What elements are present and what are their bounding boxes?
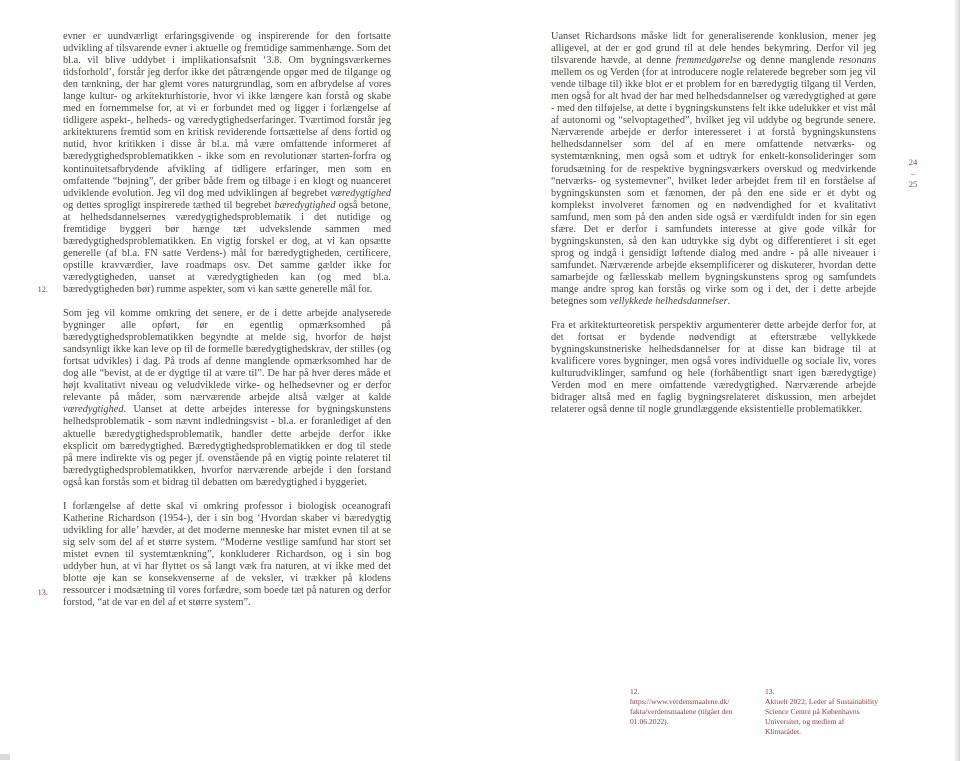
footnote-line: fakta/verdensmaalene (tilgået den	[630, 707, 733, 716]
footnote-13-label: 13.	[765, 687, 775, 696]
margin-footnote-marker-12: 12.	[37, 285, 48, 294]
right-page-text-column	[551, 31, 876, 416]
footnote-line: Klimarådet.	[765, 727, 802, 736]
footnote-line: Aktuelt 2022; Leder af Sustainability	[765, 697, 879, 706]
footnote-12-text	[630, 697, 748, 727]
paragraph: Fra et arkitekturteoretisk perspektiv argumenterer dette arbejde derfor for, at det fortsat er bydende nødvendigt at efterstræbe vellykkede bygningskunstneriske helhedsdannelser for at disse kan bidrage til at kvalificere vores bygninger, men også vores individuelle og sociale liv, vores kulturudviklinger, samfund og hele (forhåbentligt snart igen bæredygtige) Verden mod en mere omfattende væredygtighed. Nærværende arbejde bidrager altså med en faglig bygningsrelateret diskussion, men arbejdet relaterer også denne til nogle grundlæggende eksistentielle problematikker.	[551, 320, 876, 416]
scan-edge-artifact	[0, 754, 10, 760]
paragraph: I forlængelse af dette skal vi omkring professor i biologisk oceanografi Katherine Richardson (1954-), der i sin bog ‘Hvordan skaber vi bæredygtig udvikling for alle’ hævder, at det moderne menneske har mistet evnen til at se sig selv som del af et større system. “Moderne vestlige samfund har stort set mistet evnen til systemtænkning”, konkluderer Richardson, og i sin bog uddyber hun, at vi har flyttet os så langt væk fra naturen, at vi ikke med det blotte øje kan se konsekvenserne af de veksler, vi trækker på klodens ressourcer i modsætning til vores forfædre, som boede tæt på naturen og derfor forstod, “at de var en del af et større system”.	[63, 500, 391, 609]
footnote-12	[630, 687, 748, 727]
left-page-text-column	[63, 31, 391, 609]
page-number-left: 24	[908, 157, 918, 167]
footnote-13-text	[765, 697, 897, 737]
page-numbers	[902, 156, 924, 190]
footnote-12-label: 12.	[630, 687, 640, 696]
paragraph: Uanset Richardsons måske lidt for generaliserende konklusion, mener jeg alligevel, at der er god grund til at dele hendes bekymring. Derfor vil jeg tilsvarende hævde, at denne fremmedgørelse og denne manglende resonans mellem os og Verden (for at introducere nogle relaterede begreber som jeg vil vende tilbage til) ikke blot er et problem for en bæredygtig tilgang til Verden, men også for alt hvad der har med helhedsdannelser og væredygtighed at gøre - med den tilføjelse, at dette i bygningskunstens felt ikke udelukker et vist mål af autonomi og “selvoptagethed”, hvilket jeg vil uddybe og begrunde senere. Nærværende arbejde er derfor interesseret i at forstå bygningskunstens helhedsdannelser som del af en mere omfattende netværks- og systemtænkning, men også som et udtryk for enkelt-konsolideringer som forudsætning for de respektive bygningsværkers overskud og medvirkende “netværks- og systemevner”, hvilket leder arbejdet frem til en forståelse af bygningskunsten som et fænomen, der på den ene side er et dybt og komplekst involveret fænomen og en nødvendighed for et kvalitativt samfund, men som på den anden side også er værdifuldt inden for sin egen sfære. Det er derfor i samfundets interesse at give gode vilkår for bygningskunsten, så den kan udtrykke sig dybt og differentieret i sit eget sprog og indgå i gensidigt løftende dialog med andre - på alle niveauer i samfundet. Nærværende arbejde eksemplificerer og diskuterer, hvordan dette samarbejde og fællesskab mellem bygningskunstens sprog og samfundets mange andre sprog kan forstås og virke som og i det, der i dette arbejde betegnes som vellykkede helhedsdannelser.	[551, 31, 876, 308]
paragraph: evner er uundværligt erfaringsgivende og inspirerende for den fortsatte udvikling af tilsvarende evner i aktuelle og fremtidige sammenhænge. Som det bl.a. vil blive uddybet i implikationsafsnit ‘3.8. Om bygningsværkernes tidsforhold’, forstår jeg derfor ikke det påtrængende opgør med de tilgange og den tænkning, der har glemt vores naturgrundlag, som en afbrydelse af vores lange kultur- og arkitekturhistorie, hvor vi ikke længere kan forstå og skabe med en fornemmelse for, at vi er forbundet med og ligger i forlængelse af tidligere aspekt-, helheds- og væredygtighedserfaringer. Tværtimod forstår jeg arkitekturens fremtid som en kritisk reviderende fortsættelse af dens fortid og nutid, hvor kritikken i disse år bl.a. må være omfattende informeret af bæredygtighedsproblematikken - ikke som en revolutionær starten-forfra og kontinuitetsafbrydende afvikling af tidligere erfaringer, men som en omfattende “bøjning”, der griber både frem og tilbage i en klogt og nuanceret udviklende evolution. Jeg vil dog med udviklingen af begrebet væredygtighed og dettes sprogligt inspirerede tæthed til begrebet bæredygtighed også betone, at helhedsdannelsernes væredygtighedsproblematik i det nutidige og fremtidige byggeri bør hænge tæt udvekslende sammen med bæredygtighedsproblematikken. En vigtig forskel er dog, at vi kan opsætte generelle (af bl.a. FN satte Verdens-) mål for bæredygtigheden, certificere, opstille kravværdier, lave roadmaps osv. Det samme gælder ikke for væredygtigheden, uanset at væredygtigheden kan (og med bl.a. bæredygtigheden bør) rumme aspekter, som vi kan sætte generelle mål for.	[63, 31, 391, 295]
paragraph: Som jeg vil komme omkring det senere, er de i dette arbejde analyserede bygninger alle opført, før en egentlig opmærksomhed på bæredygtighedsproblematikken begyndte at melde sig, hvorfor de højst sandsynligt ikke kan leve op til de formelle bæredygtighedskrav, der stilles (og fortsat udvikles) i dag. På trods af denne manglende opmærksomhed har de dog alle “bevist, at de er dygtige til at være til”. De har på hver deres måde et højt kvalitativt niveau og veludviklede virke- og helhedsevner og er derfor relevante på måder, som nærværende arbejde altså vælger at kalde væredygtighed. Uanset at dette arbejdes interesse for bygningskunstens helhedsproblematik - som nævnt indledningsvist - bl.a. er foranlediget af den aktuelle bæredygtighedsproblematik, handler dette arbejde derfor ikke eksplicit om bæredygtighed. Bæredygtighedsproblematikken er dog til stede på mere indirekte vis og peger jf. ovenstående på en vigtig pointe relateret til bæredygtighedsproblematikken, hvorfor nærværende arbejde i den forstand også kan forstås som et bidrag til debatten om bæredygtighed i byggeriet.	[63, 308, 391, 488]
footnote-line: Science Centre på Københavns	[765, 707, 860, 716]
footnote-line: https://www.verdensmaalene.dk/	[630, 697, 730, 706]
page-number-divider: –	[911, 168, 915, 178]
page-edge-shadow	[954, 0, 960, 761]
footnote-line: Universitet, og medlem af	[765, 717, 845, 726]
footnote-line: 01.06.2022).	[630, 717, 669, 726]
footnote-13	[765, 687, 897, 737]
margin-footnote-marker-13: 13.	[37, 588, 48, 597]
page-number-right: 25	[908, 178, 918, 189]
